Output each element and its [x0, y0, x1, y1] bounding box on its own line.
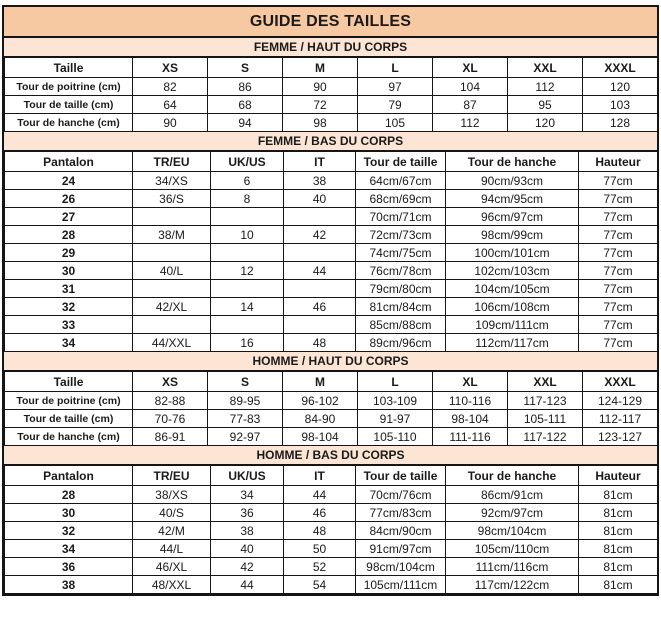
row-label: 31 [5, 280, 133, 298]
cell-value: 72cm/73cm [356, 226, 446, 244]
cell-value: 104 [433, 78, 508, 96]
cell-value: 104cm/105cm [446, 280, 579, 298]
row-label: 30 [5, 504, 133, 522]
cell-value: 128 [583, 114, 658, 132]
column-header: L [358, 372, 433, 392]
cell-value: 77cm [579, 262, 658, 280]
cell-value: 84-90 [283, 410, 358, 428]
cell-value: 64cm/67cm [356, 172, 446, 190]
sections-container [4, 38, 657, 594]
cell-value: 44 [211, 576, 284, 594]
cell-value: 90 [283, 78, 358, 96]
cell-value: 42/M [133, 522, 211, 540]
cell-value [133, 280, 211, 298]
cell-value: 81cm [579, 576, 658, 594]
column-header: XXXL [583, 58, 658, 78]
column-header: XXL [508, 372, 583, 392]
cell-value: 94 [208, 114, 283, 132]
cell-value: 81cm/84cm [356, 298, 446, 316]
cell-value: 92-97 [208, 428, 283, 446]
cell-value: 38/M [133, 226, 211, 244]
cell-value: 54 [284, 576, 356, 594]
cell-value: 117-122 [508, 428, 583, 446]
cell-value: 8 [211, 190, 284, 208]
column-header: Tour de hanche [446, 466, 579, 486]
cell-value: 111-116 [433, 428, 508, 446]
cell-value: 77cm [579, 172, 658, 190]
size-table-pants [4, 151, 658, 352]
cell-value [133, 244, 211, 262]
cell-value: 50 [284, 540, 356, 558]
table-row [5, 576, 658, 594]
row-label: Tour de hanche (cm) [5, 428, 133, 446]
cell-value: 90cm/93cm [446, 172, 579, 190]
cell-value: 87 [433, 96, 508, 114]
cell-value: 34/XS [133, 172, 211, 190]
cell-value: 98 [283, 114, 358, 132]
cell-value: 77cm [579, 226, 658, 244]
cell-value [284, 244, 356, 262]
cell-value: 98cm/104cm [356, 558, 446, 576]
cell-value: 77cm [579, 208, 658, 226]
cell-value: 79cm/80cm [356, 280, 446, 298]
cell-value: 77cm [579, 334, 658, 352]
cell-value: 105cm/111cm [356, 576, 446, 594]
column-header: Hauteur [579, 152, 658, 172]
cell-value: 36/S [133, 190, 211, 208]
section-heading: FEMME / BAS DU CORPS [4, 132, 657, 151]
cell-value: 112cm/117cm [446, 334, 579, 352]
column-header: XXXL [583, 372, 658, 392]
table-row [5, 298, 658, 316]
row-label: 36 [5, 558, 133, 576]
column-header: Tour de hanche [446, 152, 579, 172]
row-label: 27 [5, 208, 133, 226]
cell-value: 95 [508, 96, 583, 114]
cell-value: 82-88 [133, 392, 208, 410]
cell-value: 46/XL [133, 558, 211, 576]
column-header: UK/US [211, 466, 284, 486]
cell-value: 117cm/122cm [446, 576, 579, 594]
row-label: Tour de taille (cm) [5, 96, 133, 114]
cell-value: 105 [358, 114, 433, 132]
column-header: Pantalon [5, 466, 133, 486]
column-header: Tour de taille [356, 152, 446, 172]
cell-value [133, 208, 211, 226]
cell-value: 48 [284, 334, 356, 352]
cell-value: 103 [583, 96, 658, 114]
section-heading: HOMME / BAS DU CORPS [4, 446, 657, 465]
table-row [5, 334, 658, 352]
cell-value: 6 [211, 172, 284, 190]
column-header: XL [433, 372, 508, 392]
column-header: TR/EU [133, 152, 211, 172]
row-label: 33 [5, 316, 133, 334]
column-header: XS [133, 58, 208, 78]
cell-value: 72 [283, 96, 358, 114]
table-row [5, 486, 658, 504]
row-label: Tour de hanche (cm) [5, 114, 133, 132]
cell-value: 52 [284, 558, 356, 576]
cell-value: 102cm/103cm [446, 262, 579, 280]
cell-value: 105cm/110cm [446, 540, 579, 558]
cell-value [284, 316, 356, 334]
table-row [5, 392, 658, 410]
cell-value: 112 [433, 114, 508, 132]
cell-value: 94cm/95cm [446, 190, 579, 208]
cell-value: 34 [211, 486, 284, 504]
cell-value [133, 316, 211, 334]
cell-value: 12 [211, 262, 284, 280]
size-table-measure [4, 57, 658, 132]
cell-value: 68cm/69cm [356, 190, 446, 208]
cell-value: 46 [284, 298, 356, 316]
cell-value: 81cm [579, 522, 658, 540]
table-row [5, 78, 658, 96]
cell-value: 92cm/97cm [446, 504, 579, 522]
cell-value: 16 [211, 334, 284, 352]
cell-value: 70cm/71cm [356, 208, 446, 226]
cell-value: 77cm [579, 190, 658, 208]
table-row [5, 190, 658, 208]
cell-value: 70cm/76cm [356, 486, 446, 504]
cell-value: 84cm/90cm [356, 522, 446, 540]
cell-value [284, 208, 356, 226]
column-header: L [358, 58, 433, 78]
size-table-measure [4, 371, 658, 446]
cell-value: 44/XXL [133, 334, 211, 352]
row-label: Tour de poitrine (cm) [5, 392, 133, 410]
cell-value: 79 [358, 96, 433, 114]
cell-value: 96-102 [283, 392, 358, 410]
column-header: XXL [508, 58, 583, 78]
cell-value: 76cm/78cm [356, 262, 446, 280]
header-row [5, 466, 658, 486]
cell-value [211, 244, 284, 262]
cell-value: 77cm [579, 244, 658, 262]
column-header: Pantalon [5, 152, 133, 172]
cell-value: 98cm/104cm [446, 522, 579, 540]
row-label: 28 [5, 226, 133, 244]
table-row [5, 504, 658, 522]
cell-value: 36 [211, 504, 284, 522]
cell-value: 123-127 [583, 428, 658, 446]
row-label: 28 [5, 486, 133, 504]
cell-value: 81cm [579, 540, 658, 558]
cell-value: 98-104 [433, 410, 508, 428]
cell-value: 91-97 [358, 410, 433, 428]
cell-value: 112 [508, 78, 583, 96]
header-row [5, 372, 658, 392]
cell-value: 38 [284, 172, 356, 190]
cell-value: 77cm [579, 298, 658, 316]
column-header: S [208, 58, 283, 78]
row-label: 32 [5, 522, 133, 540]
table-row [5, 226, 658, 244]
cell-value: 74cm/75cm [356, 244, 446, 262]
cell-value: 40 [211, 540, 284, 558]
cell-value: 77cm [579, 280, 658, 298]
cell-value: 40/S [133, 504, 211, 522]
cell-value [211, 280, 284, 298]
cell-value: 81cm [579, 558, 658, 576]
row-label: Tour de poitrine (cm) [5, 78, 133, 96]
cell-value: 85cm/88cm [356, 316, 446, 334]
cell-value: 68 [208, 96, 283, 114]
row-label: 34 [5, 334, 133, 352]
cell-value: 98-104 [283, 428, 358, 446]
cell-value: 112-117 [583, 410, 658, 428]
cell-value: 48/XXL [133, 576, 211, 594]
cell-value: 42/XL [133, 298, 211, 316]
table-row [5, 428, 658, 446]
table-row [5, 96, 658, 114]
cell-value: 42 [211, 558, 284, 576]
section-heading: FEMME / HAUT DU CORPS [4, 38, 657, 57]
size-table-pants [4, 465, 658, 594]
row-label: 26 [5, 190, 133, 208]
row-label: Tour de taille (cm) [5, 410, 133, 428]
column-header: XS [133, 372, 208, 392]
section-heading: HOMME / HAUT DU CORPS [4, 352, 657, 371]
cell-value: 82 [133, 78, 208, 96]
cell-value: 105-111 [508, 410, 583, 428]
cell-value: 81cm [579, 504, 658, 522]
cell-value: 44 [284, 262, 356, 280]
cell-value: 77-83 [208, 410, 283, 428]
cell-value [284, 280, 356, 298]
cell-value [211, 208, 284, 226]
cell-value: 38/XS [133, 486, 211, 504]
table-row [5, 280, 658, 298]
header-row [5, 152, 658, 172]
column-header: Taille [5, 372, 133, 392]
column-header: M [283, 372, 358, 392]
cell-value: 86 [208, 78, 283, 96]
table-row [5, 316, 658, 334]
cell-value: 90 [133, 114, 208, 132]
cell-value: 105-110 [358, 428, 433, 446]
cell-value: 103-109 [358, 392, 433, 410]
row-label: 32 [5, 298, 133, 316]
cell-value: 14 [211, 298, 284, 316]
row-label: 38 [5, 576, 133, 594]
cell-value: 89cm/96cm [356, 334, 446, 352]
table-row [5, 540, 658, 558]
column-header: TR/EU [133, 466, 211, 486]
column-header: XL [433, 58, 508, 78]
row-label: 29 [5, 244, 133, 262]
cell-value: 96cm/97cm [446, 208, 579, 226]
cell-value [211, 316, 284, 334]
cell-value: 46 [284, 504, 356, 522]
row-label: 34 [5, 540, 133, 558]
cell-value: 89-95 [208, 392, 283, 410]
cell-value: 77cm [579, 316, 658, 334]
cell-value: 100cm/101cm [446, 244, 579, 262]
column-header: Tour de taille [356, 466, 446, 486]
cell-value: 106cm/108cm [446, 298, 579, 316]
cell-value: 111cm/116cm [446, 558, 579, 576]
cell-value: 120 [583, 78, 658, 96]
cell-value: 42 [284, 226, 356, 244]
cell-value: 117-123 [508, 392, 583, 410]
table-row [5, 208, 658, 226]
cell-value: 86-91 [133, 428, 208, 446]
column-header: UK/US [211, 152, 284, 172]
column-header: S [208, 372, 283, 392]
cell-value: 44/L [133, 540, 211, 558]
cell-value: 70-76 [133, 410, 208, 428]
header-row [5, 58, 658, 78]
cell-value: 109cm/111cm [446, 316, 579, 334]
table-row [5, 172, 658, 190]
cell-value: 44 [284, 486, 356, 504]
table-row [5, 114, 658, 132]
page-title: GUIDE DES TAILLES [4, 7, 657, 38]
table-row [5, 262, 658, 280]
cell-value: 97 [358, 78, 433, 96]
cell-value: 40 [284, 190, 356, 208]
cell-value: 38 [211, 522, 284, 540]
table-row [5, 410, 658, 428]
cell-value: 124-129 [583, 392, 658, 410]
cell-value: 110-116 [433, 392, 508, 410]
column-header: IT [284, 466, 356, 486]
cell-value: 98cm/99cm [446, 226, 579, 244]
row-label: 30 [5, 262, 133, 280]
table-row [5, 558, 658, 576]
cell-value: 91cm/97cm [356, 540, 446, 558]
column-header: IT [284, 152, 356, 172]
cell-value: 64 [133, 96, 208, 114]
size-guide-sheet [2, 5, 659, 596]
cell-value: 120 [508, 114, 583, 132]
column-header: Hauteur [579, 466, 658, 486]
cell-value: 40/L [133, 262, 211, 280]
table-row [5, 522, 658, 540]
cell-value: 48 [284, 522, 356, 540]
column-header: M [283, 58, 358, 78]
table-row [5, 244, 658, 262]
cell-value: 86cm/91cm [446, 486, 579, 504]
row-label: 24 [5, 172, 133, 190]
cell-value: 77cm/83cm [356, 504, 446, 522]
cell-value: 81cm [579, 486, 658, 504]
column-header: Taille [5, 58, 133, 78]
cell-value: 10 [211, 226, 284, 244]
